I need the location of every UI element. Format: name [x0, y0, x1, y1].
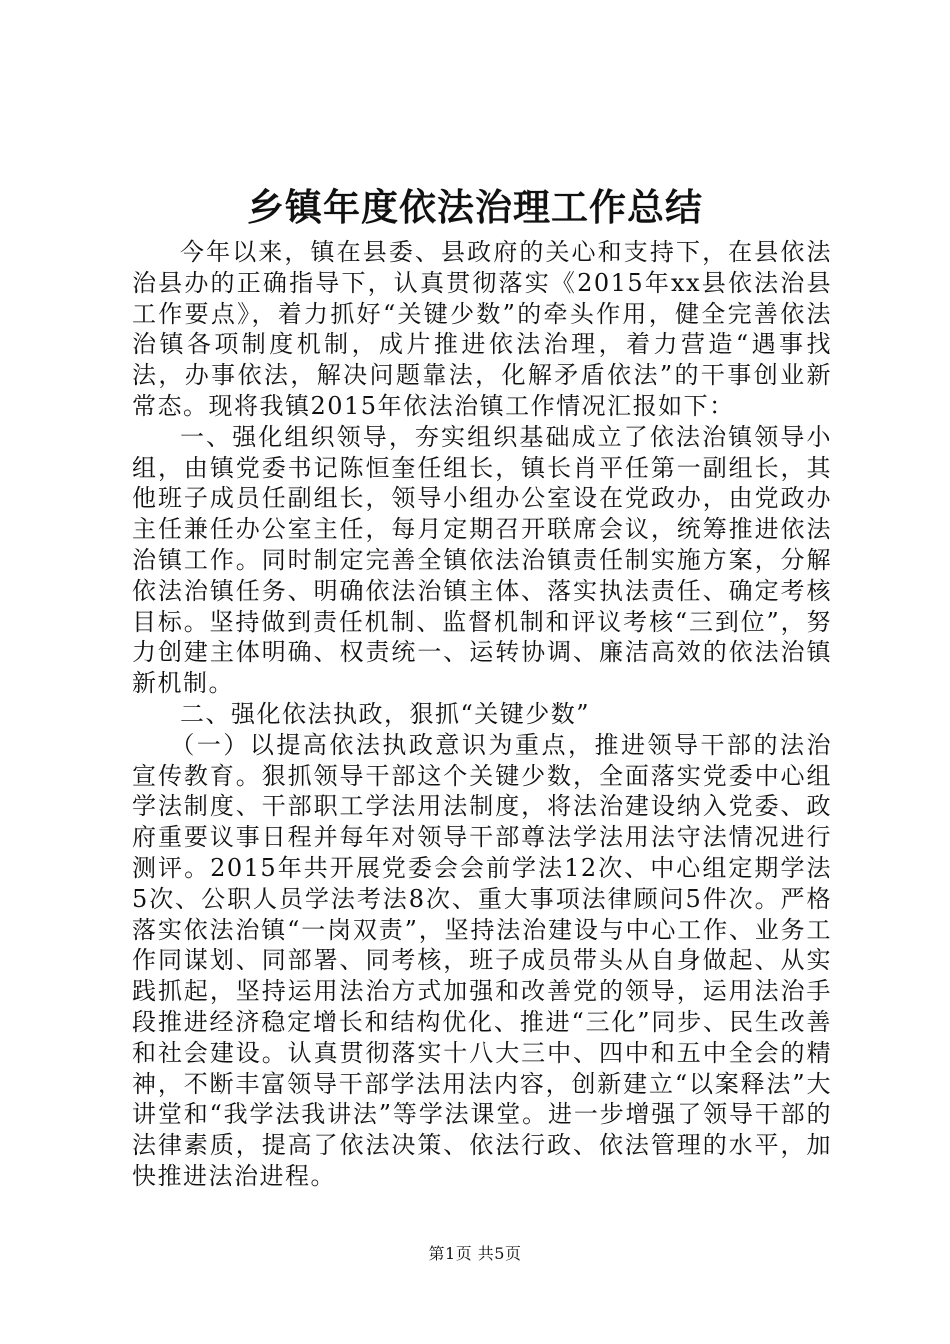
paragraph-intro: 今年以来，镇在县委、县政府的关心和支持下，在县依法治县办的正确指导下，认真贯彻落实《2015年xx县依法治县工作要点》，着力抓好“关键少数”的牵头作用，健全完善依法治镇各项制度机制，成片推进依法治理，着力营造“遇事找法，办事依法，解决问题靠法，化解矛盾依法”的干事创业新常态。现将我镇2015年依法治镇工作情况汇报如下： [132, 238, 832, 420]
paragraph-section-2-item-1: （一）以提高依法执政意识为重点，推进领导干部的法治宣传教育。狠抓领导干部这个关键少数，全面落实党委中心组学法制度、干部职工学法用法制度，将法治建设纳入党委、政府重要议事日程并每年对领导干部尊法学法用法守法情况进行测评。2015年共开展党委会会前学法12次、中心组定期学法5次、公职人员学法考法8次、重大事项法律顾问5件次。严格落实依法治镇“一岗双责”，坚持法治建设与中心工作、业务工作同谋划、同部署、同考核，班子成员带头从自身做起、从实践抓起，坚持运用法治方式加强和改善党的领导，运用法治手段推进经济稳定增长和结构优化、推进“三化”同步、民生改善和社会建设。认真贯彻落实十八大三中、四中和五中全会的精神，不断丰富领导干部学法用法内容，创新建立“以案释法”大讲堂和“我学法我讲法”等学法课堂。进一步增强了领导干部的法律素质，提高了依法决策、依法行政、依法管理的水平，加快推进法治进程。 [132, 730, 832, 1190]
paragraph-section-1: 一、强化组织领导，夯实组织基础成立了依法治镇领导小组，由镇党委书记陈恒奎任组长，镇长肖平任第一副组长，其他班子成员任副组长，领导小组办公室设在党政办，由党政办主任兼任办公室主任，每月定期召开联席会议，统筹推进依法治镇工作。同时制定完善全镇依法治镇责任制实施方案，分解依法治镇任务、明确依法治镇主体、落实执法责任、确定考核目标。坚持做到责任机制、监督机制和评议考核“三到位”，努力创建主体明确、权责统一、运转协调、廉洁高效的依法治镇新机制。 [132, 422, 832, 698]
document-body [132, 237, 832, 1192]
paragraph-section-2-heading: 二、强化依法执政，狠抓“关键少数” [180, 699, 591, 728]
page-footer: 第1页 共5页 [428, 1244, 522, 1263]
document-title: 乡镇年度依法治理工作总结 [247, 186, 703, 229]
